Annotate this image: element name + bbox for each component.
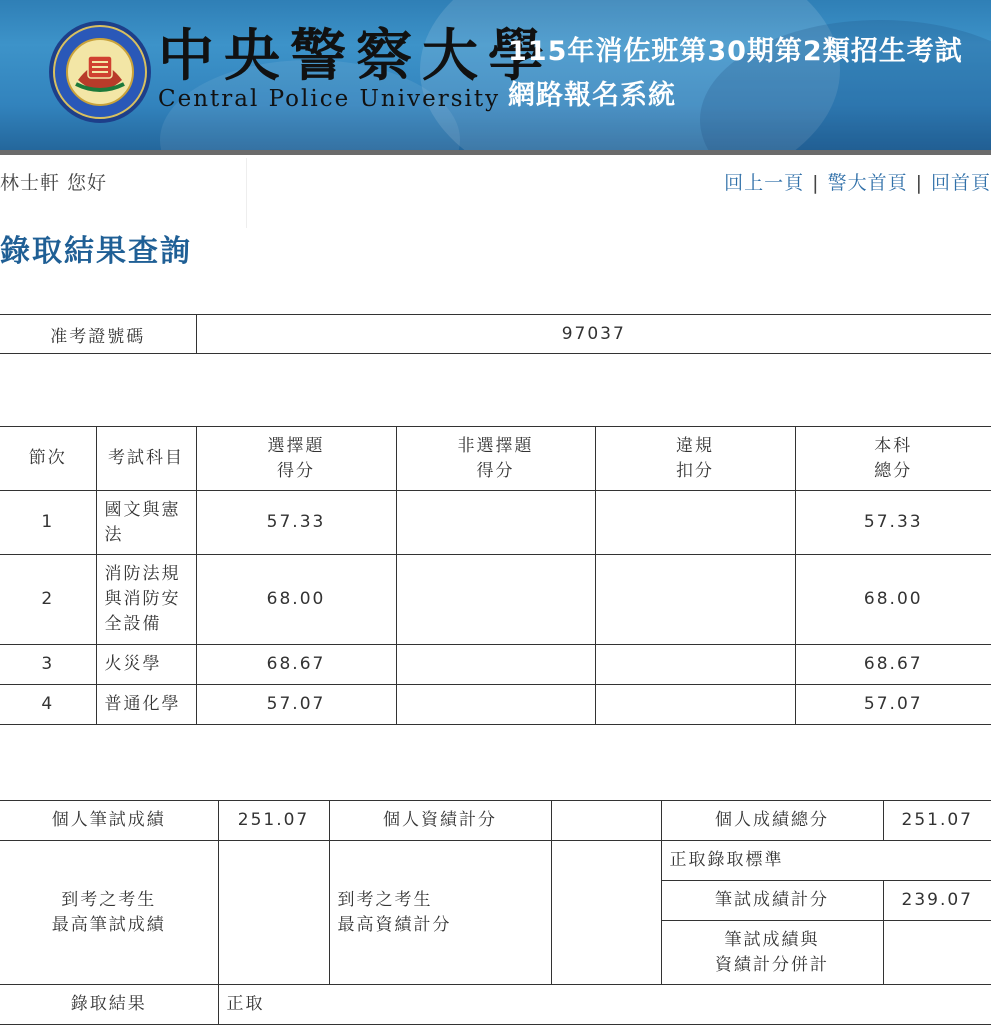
nav-link-cpu-home[interactable]: 警大首頁 [828, 172, 908, 194]
header-nmc-line2: 得分 [397, 459, 595, 484]
header-total-line2: 總分 [796, 459, 991, 484]
merit-score-label: 個人資績計分 [329, 801, 551, 841]
header-penalty-line1: 違規 [596, 434, 795, 459]
header-banner [0, 0, 991, 150]
university-logo-chinese: 中央警察大學 [158, 24, 554, 88]
page-title: 錄取結果查詢 [0, 226, 192, 270]
row-mc-score: 68.67 [196, 645, 396, 685]
row-mc-score: 68.00 [196, 555, 396, 645]
std-written-label: 筆試成績計分 [661, 881, 883, 921]
userbar-divider [246, 158, 247, 228]
header-nmc-line1: 非選擇題 [397, 434, 595, 459]
table-row [0, 491, 991, 555]
table-row [0, 645, 991, 685]
row-mc-score: 57.33 [196, 491, 396, 555]
header-session: 節次 [0, 427, 96, 491]
row-session: 2 [0, 555, 96, 645]
top-merit-label [329, 841, 551, 985]
top-merit-label-line2: 最高資績計分 [338, 913, 551, 938]
header-subject-total [795, 427, 991, 491]
table-row [0, 555, 991, 645]
row-subject: 普通化學 [96, 685, 196, 725]
row-session: 4 [0, 685, 96, 725]
table-row [0, 985, 991, 1025]
top-merit-label-line1: 到考之考生 [338, 888, 551, 913]
header-mc-line2: 得分 [197, 459, 396, 484]
total-score-label: 個人成績總分 [661, 801, 883, 841]
std-combined-label-line2: 資績計分併計 [662, 953, 883, 978]
row-nmc-score [396, 491, 595, 555]
row-subject: 火災學 [96, 645, 196, 685]
table-row [0, 315, 991, 354]
table-row [0, 841, 991, 881]
std-written-value: 239.07 [883, 881, 991, 921]
row-penalty [595, 645, 795, 685]
ticket-number-table [0, 314, 991, 354]
top-navigation [724, 168, 991, 195]
std-combined-label [661, 921, 883, 985]
header-subject: 考試科目 [96, 427, 196, 491]
row-subject: 國文與憲法 [96, 491, 196, 555]
user-greeting: 林士軒 您好 [0, 168, 107, 195]
top-written-value [218, 841, 329, 985]
scores-table [0, 426, 991, 725]
summary-table [0, 800, 991, 1025]
nav-separator: | [812, 172, 819, 194]
nav-link-back[interactable]: 回上一頁 [724, 172, 804, 194]
row-total: 57.33 [795, 491, 991, 555]
row-penalty [595, 685, 795, 725]
system-title: 115年消佐班第30期第2類招生考試 網路報名系統 [508, 30, 988, 118]
university-logo-english: Central Police University [158, 86, 500, 112]
std-combined-value [883, 921, 991, 985]
admission-standard-label: 正取錄取標準 [661, 841, 991, 881]
row-nmc-score [396, 685, 595, 725]
top-written-label [0, 841, 218, 985]
header-mc-line1: 選擇題 [197, 434, 396, 459]
top-merit-value [551, 841, 661, 985]
row-session: 1 [0, 491, 96, 555]
top-written-label-line1: 到考之考生 [0, 888, 218, 913]
row-penalty [595, 491, 795, 555]
row-nmc-score [396, 555, 595, 645]
row-subject: 消防法規與消防安全設備 [96, 555, 196, 645]
written-score-value: 251.07 [218, 801, 329, 841]
header-mc-score [196, 427, 396, 491]
row-total: 68.00 [795, 555, 991, 645]
header-total-line1: 本科 [796, 434, 991, 459]
result-value: 正取 [218, 985, 991, 1025]
nav-link-home[interactable]: 回首頁 [931, 172, 991, 194]
result-label: 錄取結果 [0, 985, 218, 1025]
header-penalty [595, 427, 795, 491]
header-penalty-line2: 扣分 [596, 459, 795, 484]
nav-separator: | [916, 172, 923, 194]
header-nmc-score [396, 427, 595, 491]
written-score-label: 個人筆試成績 [0, 801, 218, 841]
row-session: 3 [0, 645, 96, 685]
table-row [0, 801, 991, 841]
table-header-row [0, 427, 991, 491]
ticket-number-value: 97037 [196, 315, 991, 354]
merit-score-value [551, 801, 661, 841]
std-combined-label-line1: 筆試成績與 [662, 928, 883, 953]
top-written-label-line2: 最高筆試成績 [0, 913, 218, 938]
row-penalty [595, 555, 795, 645]
row-total: 57.07 [795, 685, 991, 725]
total-score-value: 251.07 [883, 801, 991, 841]
university-seal-icon [48, 20, 152, 124]
row-nmc-score [396, 645, 595, 685]
ticket-number-label: 准考證號碼 [0, 315, 196, 354]
header-divider [0, 150, 991, 155]
table-row [0, 685, 991, 725]
row-total: 68.67 [795, 645, 991, 685]
row-mc-score: 57.07 [196, 685, 396, 725]
